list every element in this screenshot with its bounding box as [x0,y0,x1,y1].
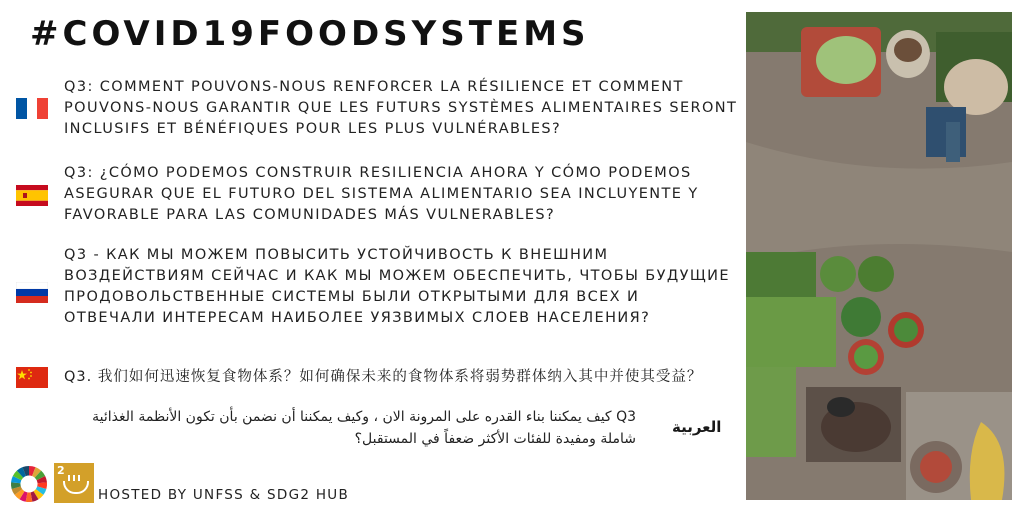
question-french: Q3: COMMENT POUVONS-NOUS RENFORCER LA RÉSILIENCE ET COMMENT POUVONS-NOUS GARANTIR QUE LES FUTURS SYSTÈMES ALIMENTAIRES SERONT INCLUSIFS ET BÉNÉFIQUES POUR LES PLUS VULNÉRABLES? [64,79,738,137]
market-photo [746,12,1012,500]
sdg2-number: 2 [57,464,65,477]
question-spanish: Q3: ¿CÓMO PODEMOS CONSTRUIR RESILIENCIA AHORA Y CÓMO PODEMOS ASEGURAR QUE EL FUTURO DEL SISTEMA ALIMENTARIO SEA INCLUYENTE Y FAVORABLE PARA LAS COMUNIDADES MÁS VULNERABLES? [64,165,699,223]
question-russian: Q3 - КАК МЫ МОЖЕМ ПОВЫСИТЬ УСТОЙЧИВОСТЬ К ВНЕШНИМ ВОЗДЕЙСТВИЯМ СЕЙЧАС И КАК МЫ МОЖЕМ ОБЕСПЕЧИТЬ, ЧТОБЫ БУДУЩИЕ ПРОДОВОЛЬСТВЕННЫЕ СИСТЕМЫ БЫЛИ ОТКРЫТЫМИ ДЛЯ ВСЕХ И ОТВЕЧАЛИ ИНТЕРЕСАМ НАИБОЛЕЕ УЯЗВИМЫХ СЛОЕВ НАСЕЛЕНИЯ? [64,247,730,326]
flag-france-icon [16,98,48,119]
arabic-language-label: العربية [672,418,722,436]
question-arabic: Q3 كيف يمكننا بناء القدره على المرونة الان ، وكيف يمكننا أن نضمن بأن تكون الأنظمة الغذائية شاملة ومفيدة للفئات الأكثر ضعفاً في المستقبل؟ [92,409,636,447]
sdg-wheel-icon [10,465,48,503]
page-title: #COVID19FOODSYSTEMS [30,14,590,54]
flag-russia-icon [16,282,48,303]
sdg2-zero-hunger-icon [54,463,94,503]
flag-china-icon [16,367,48,388]
flag-spain-icon [16,185,48,206]
question-chinese: Q3. 我们如何迅速恢复食物体系？如何确保未来的食物体系将弱势群体纳入其中并使其受益？ [64,369,703,385]
footer-hosted-by: HOSTED BY UNFSS & SDG2 HUB [98,487,350,503]
